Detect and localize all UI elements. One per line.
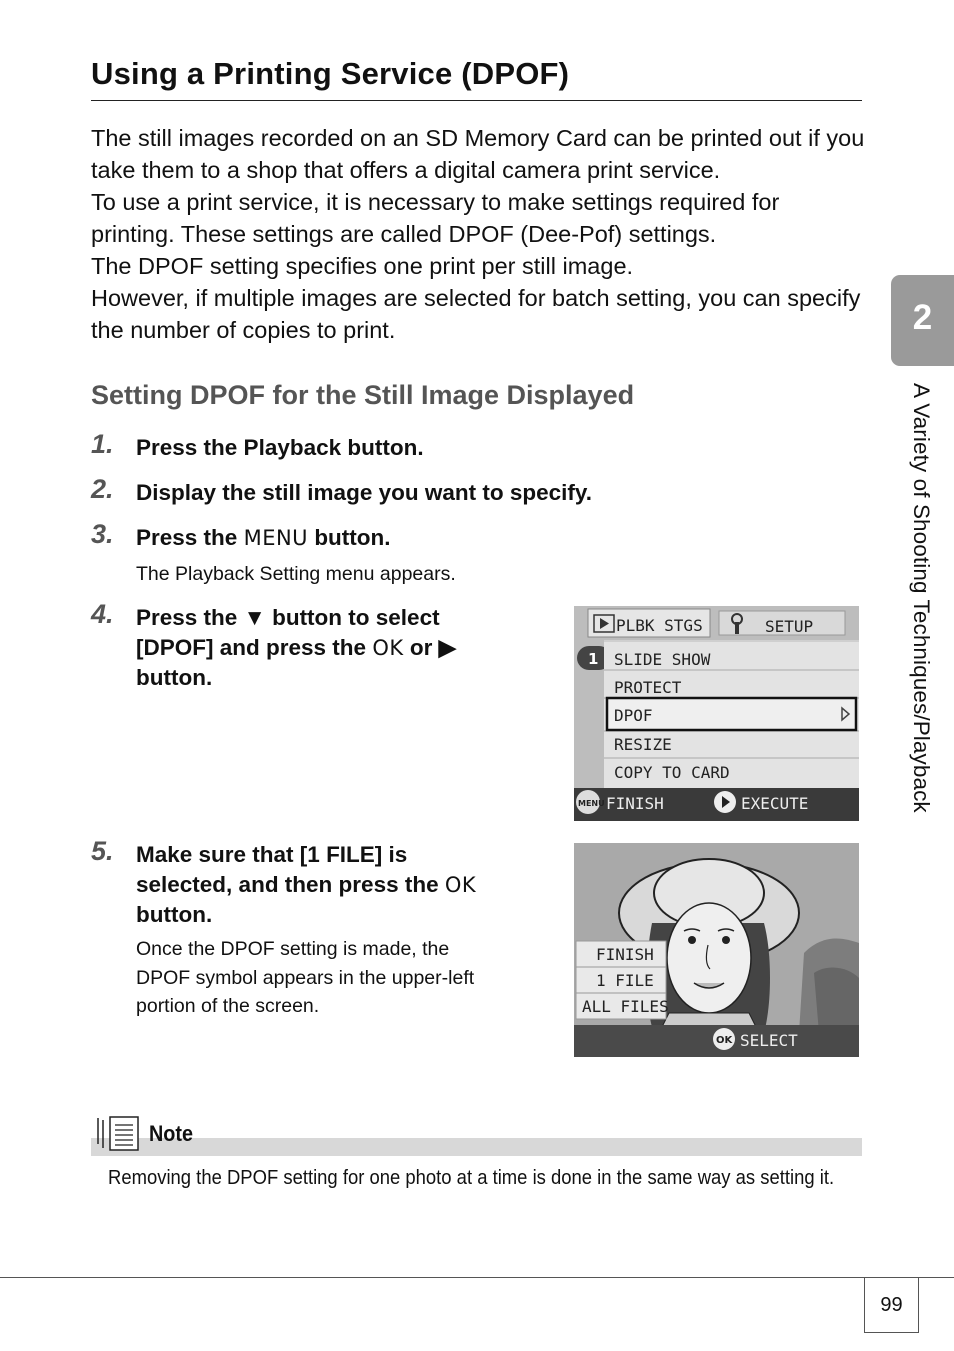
page-title: Using a Printing Service (DPOF) — [91, 56, 570, 91]
step-line: Press the ▼ button to select — [136, 605, 440, 630]
menu-button-glyph: MENU — [243, 526, 309, 550]
step-text — [136, 603, 456, 693]
note-icon — [94, 1114, 142, 1157]
step-description-line: DPOF symbol appears in the upper-left — [136, 966, 475, 989]
step-text-part: [DPOF] and press the — [136, 635, 367, 660]
step-number: 3. — [91, 519, 114, 549]
menu-icon-label: MENU — [578, 799, 605, 808]
step-description-line: portion of the screen. — [136, 995, 320, 1017]
step-line — [136, 633, 456, 663]
step-text-part: selected, and then press the — [136, 872, 439, 897]
step-number: 1. — [91, 429, 114, 459]
intro-paragraph: However, if multiple images are selected for batch setting, you can specify the number of copies to print. — [91, 285, 861, 343]
step-text: Press the Playback button. — [136, 435, 424, 460]
step-number: 4. — [91, 599, 114, 629]
option-all-files: ALL FILES — [582, 997, 669, 1016]
step-description — [136, 935, 474, 1021]
step-text-part: Press the — [136, 525, 238, 550]
menu-item-slide-show: SLIDE SHOW — [614, 650, 711, 669]
chapter-number: 2 — [912, 298, 933, 337]
section-title: Setting DPOF for the Still Image Displayed — [91, 380, 635, 410]
footer-finish: FINISH — [606, 794, 664, 813]
menu-item-protect: PROTECT — [614, 678, 682, 697]
step-number: 2. — [91, 474, 114, 504]
intro-text — [91, 122, 866, 346]
step-text-part: or ▶ — [409, 635, 456, 660]
step-text — [136, 840, 476, 930]
footer-execute: EXECUTE — [741, 794, 809, 813]
step-line — [136, 870, 476, 900]
step-text — [136, 523, 391, 553]
step-description: The Playback Setting menu appears. — [136, 563, 456, 585]
intro-paragraph: The still images recorded on an SD Memory Card can be printed out if you take them to a shop that offers a digital camera print service. — [91, 125, 865, 183]
page-badge: 1 — [588, 650, 599, 668]
note-text: Removing the DPOF setting for one photo at a time is done in the same way as setting it. — [108, 1166, 835, 1189]
footer-select: SELECT — [740, 1031, 798, 1050]
playback-menu-screenshot — [574, 606, 859, 821]
step-text-part: button. — [314, 525, 391, 550]
ok-icon-label: OK — [716, 1035, 733, 1046]
step-text: Display the still image you want to specify. — [136, 480, 592, 505]
option-1-file: 1 FILE — [596, 971, 654, 990]
dpof-select-screenshot — [574, 843, 859, 1057]
step-line: Make sure that [1 FILE] is — [136, 842, 408, 867]
footer-rule — [0, 1277, 954, 1278]
intro-paragraph: The DPOF setting specifies one print per still image. — [91, 253, 634, 279]
menu-item-copy-to-card: COPY TO CARD — [614, 763, 730, 782]
note-label: Note — [149, 1121, 194, 1146]
intro-paragraph: To use a print service, it is necessary to make settings required for printing. These settings are called DPOF (Dee-Pof) settings. — [91, 189, 780, 247]
step-number: 5. — [91, 836, 114, 866]
menu-item-resize: RESIZE — [614, 735, 672, 754]
title-underline — [91, 100, 862, 101]
chapter-title: A Variety of Shooting Techniques/Playback — [909, 383, 934, 813]
step-description-line: Once the DPOF setting is made, the — [136, 938, 450, 960]
tab-playback-settings: PLBK STGS — [616, 616, 703, 635]
menu-item-dpof: DPOF — [614, 706, 653, 725]
option-finish: FINISH — [596, 945, 654, 964]
tab-setup: SETUP — [765, 617, 814, 636]
note-header-bar — [91, 1138, 862, 1156]
ok-button-glyph: OK — [444, 873, 477, 897]
step-line: button. — [136, 665, 213, 690]
step-line: button. — [136, 902, 213, 927]
ok-button-glyph: OK — [372, 636, 404, 660]
page-number: 99 — [880, 1294, 903, 1316]
